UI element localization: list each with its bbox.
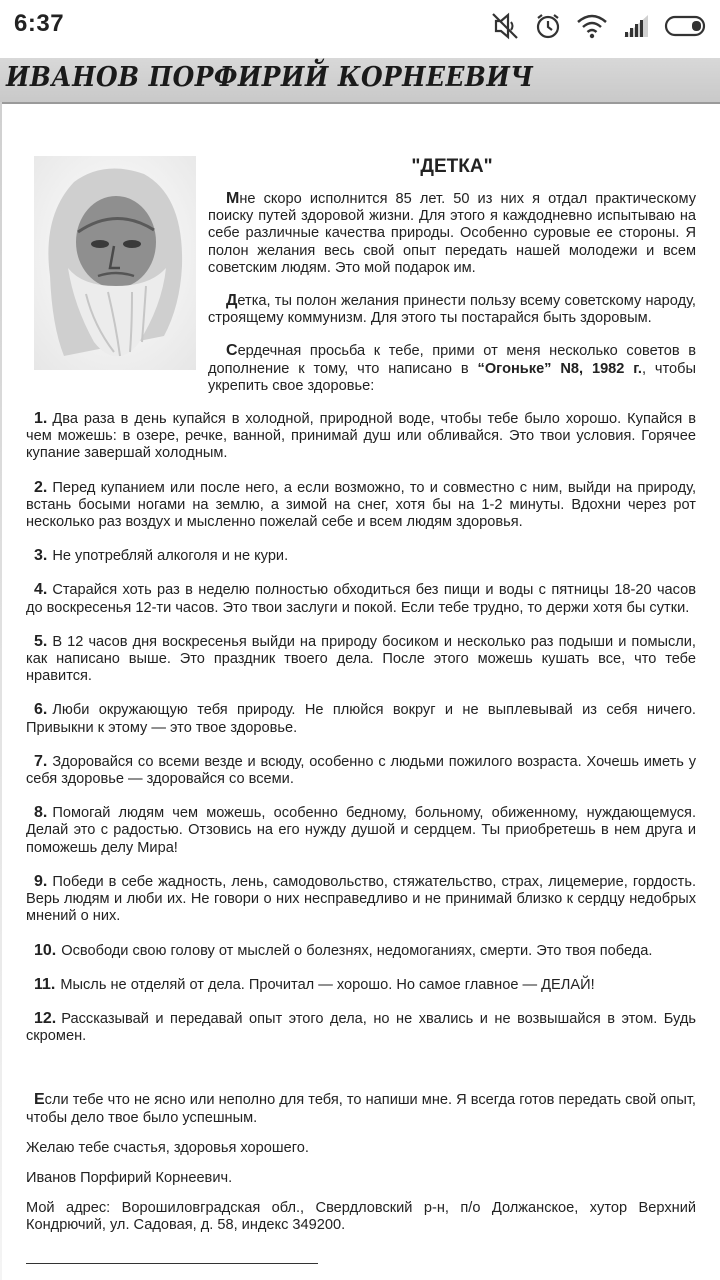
list-item xyxy=(26,479,696,532)
footer-divider xyxy=(26,1263,318,1264)
rule-text: Освободи свою голову от мыслей о болезнях, недомоганиях, смерти. Это твоя победа. xyxy=(61,942,653,959)
rule-text: Победи в себе жадность, лень, самодовольство, стяжательство, страх, лицемерие, гордость. Верь людям и люби их. Не говори о них несправедливо и не принимай близко к сердцу недобрых мнений о них. xyxy=(26,873,696,925)
article-body xyxy=(26,156,696,1264)
battery-icon xyxy=(664,14,708,38)
rule-number: 5. xyxy=(34,632,48,650)
closing xyxy=(26,1091,696,1263)
closing-paragraph xyxy=(26,1091,696,1126)
list-item xyxy=(26,753,696,788)
mute-icon xyxy=(490,11,520,41)
list-item xyxy=(26,581,696,616)
rule-text: В 12 часов дня воскресенья выйди на природу босиком и несколько раз подыши и помысли, как написано выше. Это праздник твоего дела. После этого можешь кушать все, что тебе нравится. xyxy=(26,633,696,685)
list-item xyxy=(26,410,696,463)
rule-text: Старайся хоть раз в неделю полностью обходиться без пищи и воды с пятницы 18-20 часов до воскресенья 12-ти часов. Это твои заслуги и покой. Если тебе трудно, то держи хотя бы сутки. xyxy=(26,582,696,616)
rule-text: Здоровайся со всеми везде и всюду, особенно с людьми пожилого возраста. Хочешь иметь у себя здоровье — здоровайся со всеми. xyxy=(26,753,696,788)
rule-number: 2. xyxy=(34,478,48,496)
drop-cap: М xyxy=(226,190,240,207)
status-icons xyxy=(490,10,708,42)
rules-list xyxy=(26,410,696,1045)
rule-text: Рассказывай и передавай опыт этого дела, но не хвались и не возвышайся в этом. Будь скромен. xyxy=(26,1010,696,1045)
rule-number: 3. xyxy=(34,547,48,565)
rule-text: Помогай людям чем можешь, особенно бедному, больному, обиженному, нуждающемуся. Делай это с радостью. Отзовись на его нужду душой и сердцем. Ты приобретешь в нем друга и поможешь делу Мира! xyxy=(26,805,696,856)
rule-number: 9. xyxy=(34,872,48,890)
rule-number: 10. xyxy=(34,941,57,959)
clock: 6:37 xyxy=(14,10,65,37)
list-item xyxy=(26,701,696,736)
rule-number: 4. xyxy=(34,581,48,599)
rule-number: 12. xyxy=(34,1009,57,1027)
list-item xyxy=(26,976,696,994)
wish-line: Желаю тебе счастья, здоровья хорошего. xyxy=(26,1139,309,1156)
status-bar xyxy=(0,0,720,52)
signal-icon xyxy=(622,13,650,39)
paragraph-text: не скоро исполнится 85 лет. 50 из них я отдал практическому поиску путей здоровой жизни. Для этого я каждодневно испытываю на себе различные качества природы. Особенно суровые ее стороны. Я полон желания весь свой опыт передать нашей молодежи и всем советским людям. Это мой подарок им. xyxy=(208,191,696,276)
drop-cap: Е xyxy=(34,1091,45,1109)
list-item xyxy=(26,873,696,926)
list-item xyxy=(26,633,696,686)
paragraph-text: сли тебе что не ясно или неполно для тебя, то напиши мне. Я всегда готов передать свой опыт, чтобы дело твое было успешным. xyxy=(26,1092,696,1126)
author-portrait xyxy=(34,156,196,370)
list-item xyxy=(26,1010,696,1045)
wifi-icon xyxy=(576,13,608,39)
alarm-icon xyxy=(534,12,562,40)
rule-text: Люби окружающую тебя природу. Не плюйся вокруг и не выплевывай из себя ничего. Привыкни к этому — это твое здоровье. xyxy=(26,702,696,736)
list-item xyxy=(26,942,696,960)
rule-number: 6. xyxy=(34,701,48,719)
signature: Иванов Порфирий Корнеевич. xyxy=(26,1169,233,1186)
rule-text: Два раза в день купайся в холодной, природной воде, чтобы тебе было хорошо. Купайся в чем можешь: в озере, речке, ванной, принимай душ или обливайся. Это твои условия. Горячее купание завершай холодным. xyxy=(26,411,696,462)
rule-number: 1. xyxy=(34,410,48,428)
rule-number: 8. xyxy=(34,804,48,822)
magazine-reference: “Огоньке” N8, 1982 г. xyxy=(477,360,642,377)
list-item xyxy=(26,547,696,565)
rule-number: 7. xyxy=(34,752,48,770)
banner-title: ИВАНОВ ПОРФИРИЙ КОРНЕЕВИЧ xyxy=(6,62,534,93)
rule-text: Мысль не отделяй от дела. Прочитал — хорошо. Но самое главное — ДЕЛАЙ! xyxy=(60,976,595,993)
drop-cap: Д xyxy=(226,292,238,310)
rule-number: 11. xyxy=(34,975,56,993)
paragraph-text: етка, ты полон желания принести пользу всему советскому народу, строящему коммунизм. Для этого ты постарайся быть здоровым. xyxy=(208,293,696,327)
rule-text: Не употребляй алкоголя и не кури. xyxy=(52,548,289,565)
drop-cap: С xyxy=(226,342,238,360)
header-banner xyxy=(0,58,720,104)
list-item xyxy=(26,804,696,857)
article-title: "ДЕТКА" xyxy=(411,156,493,177)
rule-text: Перед купанием или после него, а если возможно, то и совместно с ним, выйди на природу, встань босыми ногами на землю, а зимой на снег, хотя бы на 1-2 минуты. Вдохни через рот несколько раз воздух и мысленно пожелай себе и всем людям здоровья. xyxy=(26,479,696,531)
address: Мой адрес: Ворошиловградская обл., Свердловский р-н, п/о Должанское, хутор Верхний Кондрючий, ул. Садовая, д. 58, индекс 349200. xyxy=(26,1200,696,1234)
paragraph-text: ердечная просьба к тебе, прими от меня несколько советов в дополнение к тому, что написано в xyxy=(208,343,696,377)
left-edge-divider xyxy=(0,102,2,1280)
paragraph-text: , чтобы укрепить свое здоровье: xyxy=(208,360,696,394)
